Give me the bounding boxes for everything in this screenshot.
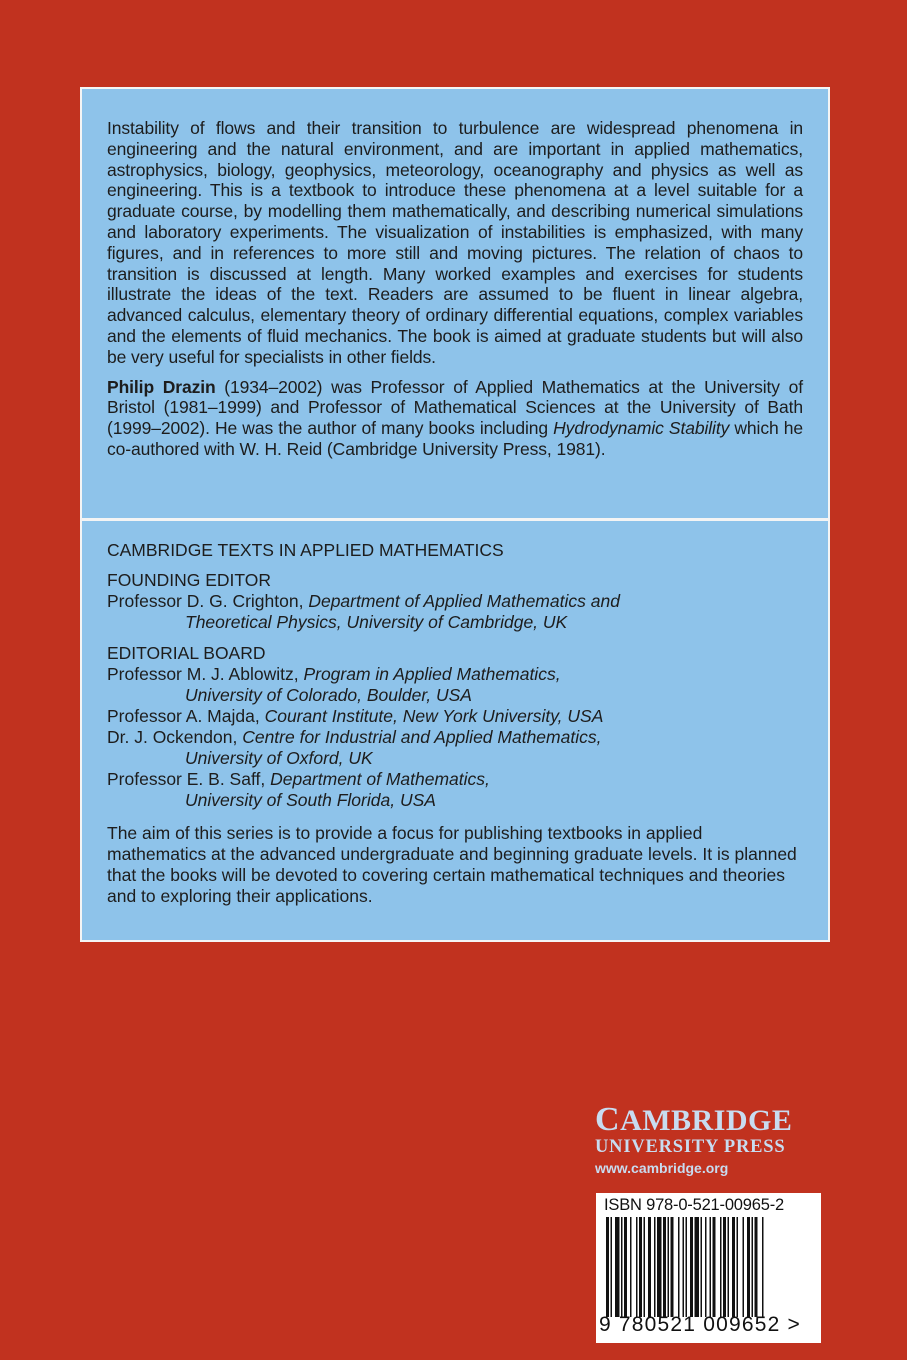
board-member-affiliation: University of Colorado, Boulder, USA — [185, 685, 472, 705]
author-book-title: Hydrodynamic Stability — [553, 418, 730, 439]
board-member: Professor E. B. Saff, Department of Mathematics, — [107, 769, 490, 789]
founding-editor-affiliation: Department of Applied Mathematics and — [308, 591, 620, 611]
founding-editor-heading: FOUNDING EDITOR — [107, 570, 271, 590]
publisher-press: UNIVERSITY PRESS — [595, 1137, 786, 1157]
author-name: Philip Drazin — [107, 376, 216, 397]
board-member: Professor M. J. Ablowitz, Program in Applied Mathematics, — [107, 664, 561, 684]
barcode-bars — [606, 1217, 811, 1317]
description-panel — [80, 87, 830, 520]
founding-editor — [107, 591, 803, 612]
isbn-label: ISBN 978-0-521-00965-2 — [604, 1196, 784, 1214]
board-member: Professor A. Majda, Courant Institute, New York University, USA — [107, 706, 604, 726]
founding-editor-affiliation-cont: Theoretical Physics, University of Cambridge, UK — [185, 612, 568, 632]
board-member-affiliation: University of Oxford, UK — [185, 748, 373, 768]
publisher-url: www.cambridge.org — [595, 1160, 729, 1176]
series-aim: The aim of this series is to provide a focus for publishing textbooks in applied mathematics at the advanced undergraduate and beginning graduate levels. It is planned that the books will be devoted to covering certain mathematical techniques and theories and to exploring their applications. — [107, 823, 797, 906]
founding-editor-name: Professor D. G. Crighton, — [107, 591, 309, 611]
publisher-name: CAMBRIDGE — [595, 1101, 793, 1138]
editorial-board-heading: EDITORIAL BOARD — [107, 643, 266, 663]
barcode-digits: 9 780521 009652 > — [599, 1313, 801, 1336]
publisher-logo — [595, 1101, 830, 1179]
board-member-affiliation: University of South Florida, USA — [185, 790, 436, 810]
author-bio-text: (1934–2002) was Professor of Applied Mathematics at the University of Bristol (1981–1999) and Professor of Mathematical Sciences at the University of Bath (1999–2002). He was the author of many books including — [107, 376, 804, 439]
board-member: Dr. J. Ockendon, Centre for Industrial and Applied Mathematics, — [107, 727, 602, 747]
series-title: CAMBRIDGE TEXTS IN APPLIED MATHEMATICS — [107, 540, 504, 560]
series-panel — [80, 519, 830, 942]
author-bio — [107, 377, 803, 460]
editorial-board-list — [107, 664, 803, 811]
book-description: Instability of flows and their transition to turbulence are widespread phenomena in engineering and the natural environment, and are important in applied mathematics, astrophysics, biology, geophysics, meteorology, oceanography and physics as well as engineering. This is a textbook to introduce these phenomena at a level suitable for a graduate course, by modelling them mathematically, and describing numerical simulations and laboratory experiments. The visualization of instabilities is emphasized, with many figures, and in references to more still and moving pictures. The relation of chaos to transition is discussed at length. Many worked examples and exercises for students illustrate the ideas of the text. Readers are assumed to be fluent in linear algebra, advanced calculus, elementary theory of ordinary differential equations, complex variables and the elements of fluid mechanics. The book is aimed at graduate students but will also be very useful for specialists in other fields. — [107, 118, 803, 367]
barcode — [596, 1193, 821, 1343]
author-bio-text-end: which he co-authored with W. H. Reid (Cambridge University Press, 1981). — [107, 418, 803, 459]
